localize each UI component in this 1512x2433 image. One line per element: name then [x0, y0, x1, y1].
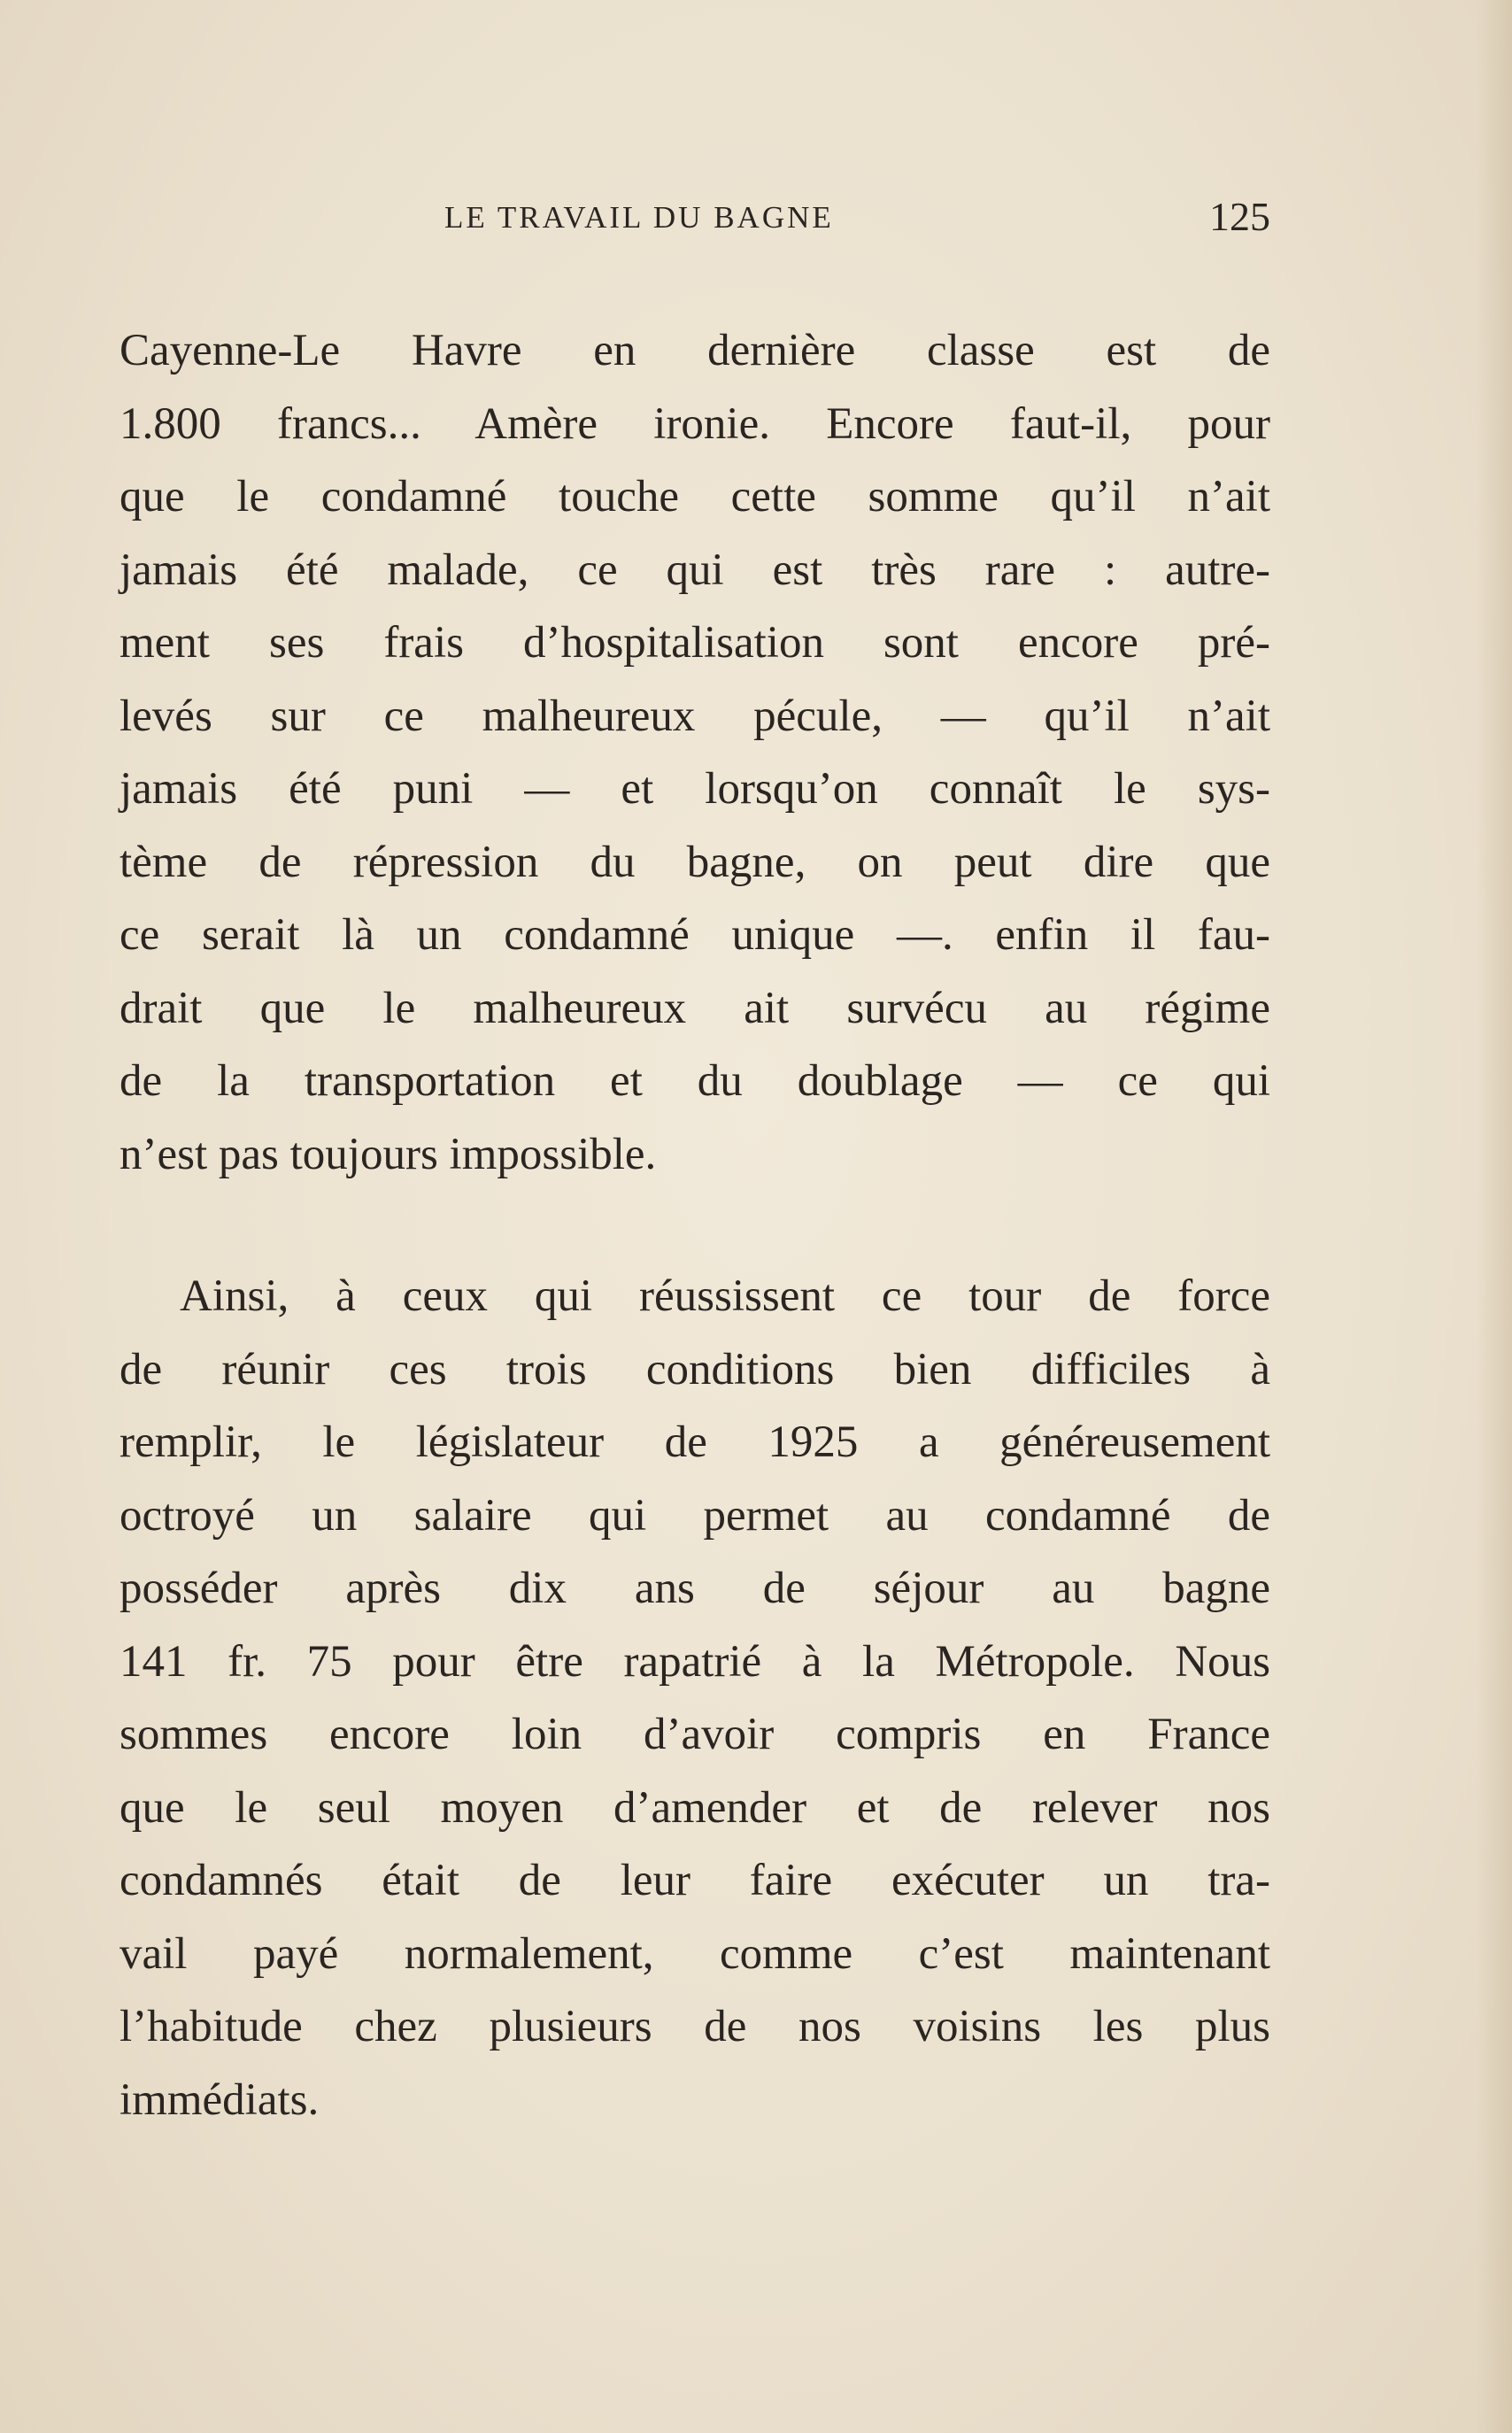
text-line: remplir, le législateur de 1925 a généreusement — [120, 1417, 1270, 1467]
text-line: de la transportation et du doublage — ce qui — [120, 1056, 1270, 1106]
text-line: octroyé un salaire qui permet au condamné de — [120, 1490, 1270, 1541]
paragraph-2 — [120, 1260, 1270, 2136]
text-line: ment ses frais d’hospitalisation sont encore pré- — [120, 618, 1270, 668]
text-line: l’habitude chez plusieurs de nos voisins les plus — [120, 2002, 1270, 2051]
text-line: Cayenne-Le Havre en dernière classe est de — [120, 326, 1270, 375]
text-line: jamais été malade, ce qui est très rare : autre- — [120, 545, 1270, 595]
text-line: immédiats. — [120, 2074, 320, 2125]
running-title: LE TRAVAIL DU BAGNE — [444, 200, 834, 235]
text-line: condamnés était de leur faire exécuter un tra- — [120, 1856, 1270, 1905]
text-line: 1.800 francs... Amère ironie. Encore faut-il, pour — [120, 398, 1270, 449]
text-line: jamais été puni — et lorsqu’on connaît le sys- — [120, 764, 1270, 814]
page-number: 125 — [1209, 194, 1270, 239]
text-line: que le seul moyen d’amender et de relever nos — [120, 1782, 1270, 1833]
paragraph-gap — [120, 1191, 1270, 1260]
paragraph-1 — [120, 314, 1270, 1191]
text-line: sommes encore loin d’avoir compris en France — [120, 1710, 1270, 1759]
body-text — [120, 314, 1270, 2136]
text-line: Ainsi, à ceux qui réussissent ce tour de force — [180, 1271, 1270, 1321]
text-line: tème de répression du bagne, on peut dire que — [120, 837, 1270, 887]
text-line: de réunir ces trois conditions bien difficiles à — [120, 1344, 1270, 1394]
text-line: posséder après dix ans de séjour au bagne — [120, 1564, 1270, 1613]
text-line: que le condamné touche cette somme qu’il n’ait — [120, 472, 1270, 521]
text-line: ce serait là un condamné unique —. enfin il fau- — [120, 910, 1270, 960]
text-line: vail payé normalement, comme c’est maintenant — [120, 1928, 1270, 1979]
page-edge-shadow — [1477, 0, 1512, 2433]
text-line: drait que le malheureux ait survécu au régime — [120, 983, 1270, 1033]
text-line: 141 fr. 75 pour être rapatrié à la Métropole. Nous — [120, 1636, 1270, 1687]
text-line: levés sur ce malheureux pécule, — qu’il n’ait — [120, 691, 1270, 741]
page-header — [120, 194, 1270, 250]
text-line: n’est pas toujours impossible. — [120, 1129, 657, 1179]
